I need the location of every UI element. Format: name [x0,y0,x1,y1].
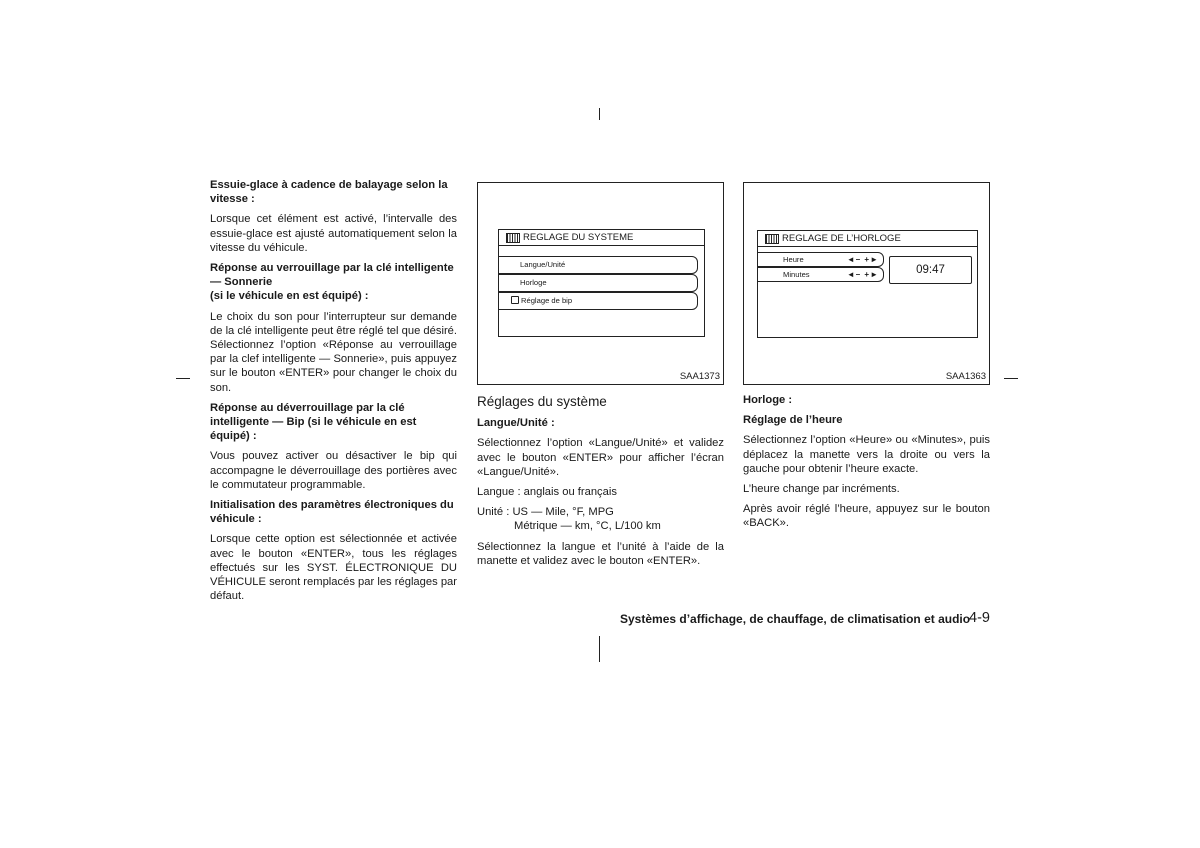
top-crop-mark [599,108,600,120]
heading-unlock-beep: Réponse au déverrouillage par la clé intelligente — Bip (si le véhicule en est équipé) : [210,401,417,443]
paragraph-select-language: Sélectionnez la langue et l’unité à l’aide de la manette et validez avec le bouton «ENTER». [477,540,724,567]
screen-title: REGLAGE DU SYSTEME [499,230,704,246]
footer-section-title: Systèmes d’affichage, de chauffage, de climatisation et audio [620,612,971,626]
heading-set-time: Réglage de l’heure [743,414,843,427]
paragraph-back: Après avoir réglé l’heure, appuyez sur le bouton «BACK». [743,503,990,530]
screen-clock-settings [757,230,978,338]
left-crop-mark [176,378,190,379]
option-beep[interactable]: Réglage de bip [498,292,698,310]
checkbox-icon [511,296,519,304]
paragraph-lock-response: Le choix du son pour l’interrupteur sur demande de la clé intelligente peut être réglé tel que désiré. Sélectionnez l’option «Réponse au verrouillage par la clef intelligente — Sonnerie», puis appuyez sur le bouton «ENTER» pour changer le choix du son. [210,310,457,394]
left-column [210,178,457,609]
right-crop-mark [1004,378,1018,379]
heading-wiper: Essuie-glace à cadence de balayage selon la vitesse : [210,179,448,206]
option-language[interactable]: Langue/Unité [498,256,698,274]
paragraph-set-time: Sélectionnez l’option «Heure» ou «Minutes», puis déplacez la manette vers la droite ou vers la gauche pour obtenir l’heure exacte. [743,434,990,475]
option-clock[interactable]: Horloge [498,274,698,292]
heading-lock-response-note: (si le véhicule en est équipé) : [210,290,369,303]
heading-lock-response: Réponse au verrouillage par la clé intelligente — Sonnerie [210,262,454,289]
time-display: 09:47 [889,256,972,284]
keyboard-icon [765,234,779,244]
section-title: Réglages du système [477,394,607,409]
keyboard-icon [506,233,520,243]
page-number: 4-9 [969,610,990,626]
minutes-adjust-arrows[interactable]: ◄– +► [846,270,879,279]
middle-column [477,393,724,574]
heading-clock: Horloge : [743,394,793,406]
figure-code: SAA1363 [945,371,986,382]
heading-language-unit: Langue/Unité : [477,417,555,430]
bottom-crop-mark [599,636,600,662]
paragraph-language-unit: Sélectionnez l’option «Langue/Unité» et validez avec le bouton «ENTER» pour afficher l’écran «Langue/Unité». [477,437,724,478]
unit-line-us: Unité : US — Mile, °F, MPG [477,506,614,519]
screen-title: REGLAGE DE L’HORLOGE [758,231,977,247]
figure-clock-settings [743,182,990,385]
paragraph-wiper: Lorsque cet élément est activé, l’intervalle des essuie-glace est ajusté automatiquement selon la vitesse du véhicule. [210,213,457,254]
unit-line-metric: Métrique — km, °C, L/100 km [514,520,661,533]
paragraph-reset: Lorsque cette option est sélectionnée et activée avec le bouton «ENTER», tous les réglages effectués sur les SYST. ÉLECTRONIQUE DU VÉHICULE seront remplacés par les réglages par défaut. [210,533,457,603]
paragraph-language: Langue : anglais ou français [477,486,617,499]
row-hour[interactable]: Heure ◄– +► [757,252,884,267]
right-column [743,393,990,537]
hour-adjust-arrows[interactable]: ◄– +► [846,255,879,264]
figure-system-settings [477,182,724,385]
paragraph-increments: L’heure change par incréments. [743,483,900,496]
paragraph-unlock-beep: Vous pouvez activer ou désactiver le bip qui accompagne le déverrouillage des portières avec le commutateur programmable. [210,450,457,491]
figure-code: SAA1373 [679,371,720,382]
screen-system-settings [498,229,705,337]
row-minutes[interactable]: Minutes ◄– +► [757,267,884,282]
heading-reset: Initialisation des paramètres électroniques du véhicule : [210,499,454,526]
